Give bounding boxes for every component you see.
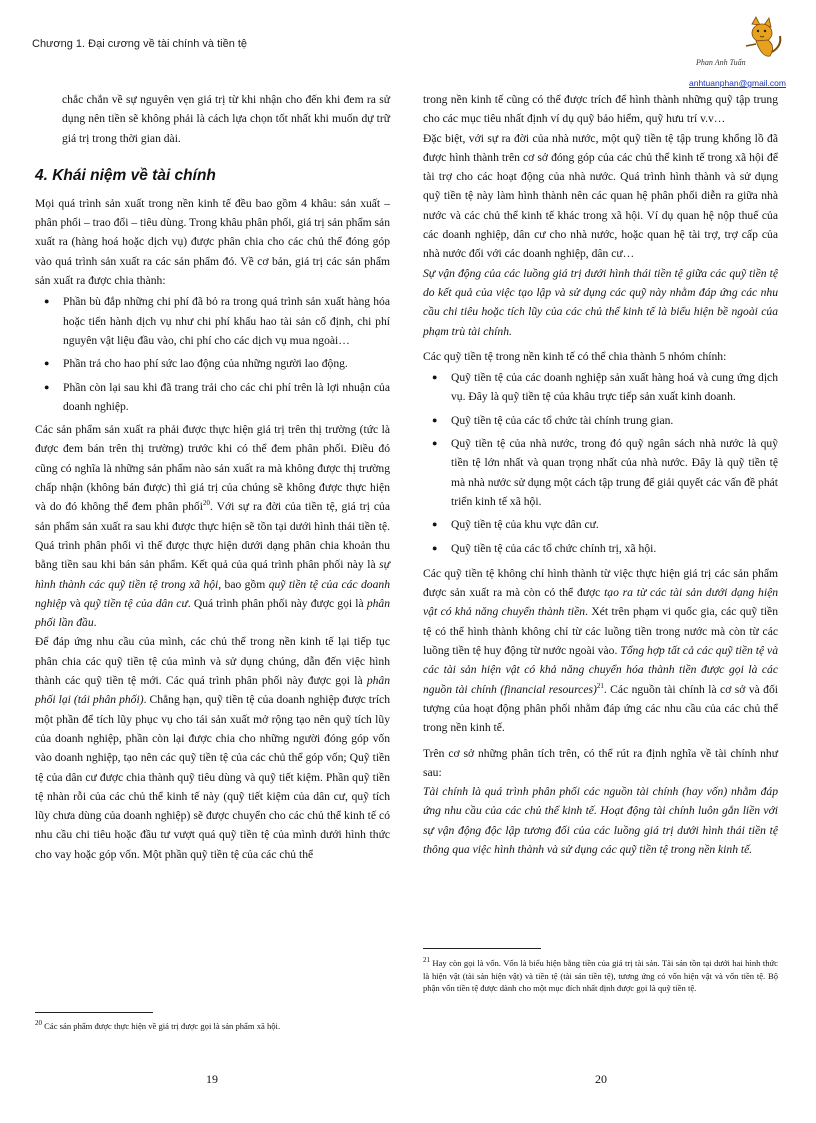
italic-paragraph: Sự vận động của các luồng giá trị dưới hình thái tiền tệ giữa các quỹ tiền tệ do kết quả của việc tạo lập và sử dụng các quỹ này nhằm đáp ứng các nhu cầu chi tiêu hoặc tích lũy của các chủ thể kinh tế là biểu hiện bề ngoài của phạm trù tài chính. <box>423 266 778 338</box>
footnote-divider <box>423 948 541 949</box>
list-item: ● Phần còn lại sau khi đã trang trải cho các chi phí trên là lợi nhuận của doanh nghiệp. <box>35 378 390 417</box>
list-item: ● Phần trả cho hao phí sức lao động của những người lao động. <box>35 354 390 373</box>
left-column <box>35 90 390 864</box>
footnote-number: 20 <box>35 1019 42 1028</box>
footnote-divider <box>35 1012 153 1013</box>
bullet-icon: ● <box>432 519 438 530</box>
definition-paragraph: Tài chính là quá trình phân phối các nguồn tài chính (hay vốn) nhằm đáp ứng nhu cầu của các chủ thể kinh tế. Hoạt động tài chính luôn gắn liền với sự vận động độc lập tương đối của các luồng giá trị dưới hình thái tiền tệ thông qua việc hình thành và sử dụng các quỹ tiền tệ trong nền kinh tế. <box>423 785 778 856</box>
list-item: ● Quỹ tiền tệ của các doanh nghiệp sản xuất hàng hoá và cung ứng dịch vụ. Đây là quỹ tiền tệ của khâu trực tiếp sản xuất kinh doanh. <box>423 368 778 407</box>
paragraph: Trên cơ sở những phân tích trên, có thể rút ra định nghĩa về tài chính như sau: <box>423 746 778 779</box>
paragraph: Các quỹ tiền tệ không chỉ hình thành từ việc thực hiện giá trị các sản phẩm được sản xuất ra mà còn có thể được tạo ra từ các tài sản dưới dạng hiện vật có khả năng chuyển thành tiền. Xét trên phạm vi quốc gia, các quỹ tiền tệ có thể hình thành không chỉ từ các luồng tiền trong nước mà còn từ các luồng tiền tệ huy động từ nước ngoài vào. Tổng hợp tất cả các quỹ tiền tệ và các tài sản hiện vật có khả năng chuyển hóa thành tiền được gọi là các nguồn tài chính (financial resources)$^{21}$. Các nguồn tài chính là cơ sở và đối tượng của hoạt động phân phối nhằm đáp ứng các nhu cầu của các chủ thể trong nền kinh tế. <box>423 566 779 735</box>
bullet-icon: ● <box>44 381 50 392</box>
cat-logo-icon <box>690 16 786 78</box>
paragraph: Đặc biệt, với sự ra đời của nhà nước, một quỹ tiền tệ tập trung khổng lồ đã được hình thành trên cơ sở đóng góp của các chủ thể kinh tế trong xã hội để tài trợ cho các hoạt động của nhà nước. Quá trình hình thành và sử dụng quỹ tiền tệ này làm hình thành nên các quan hệ phân phối diễn ra giữa nhà nước và các chủ thể kinh tế khác trong xã hội. Ví dụ quan hệ nộp thuế của các doanh nghiệp, dân cư cho nhà nước, hoặc quan hệ tài trợ, trợ cấp của nhà nước đối với các doanh nghiệp, dân cư… <box>423 131 778 261</box>
continued-paragraph: trong nền kinh tế cũng có thể được trích để hình thành những quỹ tập trung cho các mục tiêu nhất định ví dụ quỹ bảo hiểm, quỹ hưu trí v.v… <box>423 93 778 126</box>
list-item: ● Quỹ tiền tệ của nhà nước, trong đó quỹ ngân sách nhà nước là quỹ tiền tệ lớn nhất và quan trọng nhất của nhà nước. Đây là quỹ tiền tệ mà nhà nước sử dụng một cách tập trung để giải quyết các vấn đề phát triển kinh tế xã hội. <box>423 434 778 511</box>
bullet-list <box>423 368 778 558</box>
bullet-icon: ● <box>432 414 438 425</box>
bullet-icon: ● <box>432 438 438 449</box>
footnote-ref[interactable]: 21 <box>596 681 604 690</box>
footnote: $^{21}$ Hay còn gọi là vốn. Vốn là biểu hiện bằng tiền của giá trị tài sản. Tài sản tồn tại dưới hai hình thức là hiện vật (tài sản hiện vật) và tiền tệ (tài sản tiền tệ), tương ứng có vốn hiện vật và vốn tiền tệ. Bộ phận vốn tiền tệ được dành cho một mục đích nhất định được gọi là quỹ tiền tệ. <box>423 956 778 993</box>
continued-paragraph: chắc chắn về sự nguyên vẹn giá trị từ khi nhận cho đến khi đem ra sử dụng nên tiền sẽ không phải là cách lựa chọn tốt nhất khi muốn dự trữ giá trị trong thời gian dài. <box>62 93 390 145</box>
footnote-number: 21 <box>423 956 430 965</box>
author-brand <box>690 16 786 90</box>
bullet-icon: ● <box>432 542 438 553</box>
footnote-ref[interactable]: 20 <box>202 499 210 508</box>
paragraph: Các quỹ tiền tệ trong nền kinh tế có thể chia thành 5 nhóm chính: <box>423 349 727 363</box>
paragraph: Để đáp ứng nhu cầu của mình, các chủ thể trong nền kinh tế lại tiếp tục phân chia các quỹ tiền tệ của mình và sử dụng chúng, dẫn đến việc hình thành các quỹ tiền tệ mới. Các quá trình phân phối này được gọi là phân phối lại (tái phân phối). Chẳng hạn, quỹ tiền tệ của doanh nghiệp được trích một phần để tích lũy phục vụ cho tái sản xuất mở rộng tạo nên quỹ tích lũy của doanh nghiệp, phần còn lại được chia cho những người đóng góp vốn vào doanh nghiệp, tạo nên các quỹ tiền tệ của các chủ thể góp vốn; Quỹ tiền tệ của dân cư được chia thành quỹ tiêu dùng và quỹ tiết kiệm. Phần quỹ tiền tệ nhàn rỗi của các chủ thể kinh tế này (quỹ tiết kiệm của dân cư, quỹ tích lũy chưa dùng của doanh nghiệp) sẽ được chuyển cho các chủ thể kinh tế có nhu cầu chi tiêu hoặc đầu tư vượt quá quỹ tiền tệ của mình dưới hình thức cho vay hoặc góp vốn. Một phần quỹ tiền tệ của các chủ thể <box>35 635 390 861</box>
paragraph: Các sản phẩm sản xuất ra phải được thực hiện giá trị trên thị trường (tức là được đem bán trên thị trường) trước khi có thể đem phân phối. Điều đó cũng có nghĩa là những sản phẩm nào sản xuất ra mà không được thị trường chấp nhận (không bán được) thì giá trị của chúng sẽ không được thực hiện và do đó không thể đem phân phối$^{20}$. Với sự ra đời của tiền tệ, giá trị của sản phẩm sản xuất ra sau khi được thực hiện sẽ tồn tại dưới hình thái tiền tệ. Quá trình phân phối vì thế được thực hiện dưới dạng phân chia khoản thu bằng tiền sau khi bán sản phẩm. Kết quả của quá trình phân phối này là sự hình thành các quỹ tiền tệ trong xã hội, bao gồm quỹ tiền tệ của các doanh nghiệp và quỹ tiền tệ của dân cư. Quá trình phân phối này được gọi là phân phối lần đầu. <box>35 423 390 630</box>
chapter-header: Chương 1. Đại cương về tài chính và tiền tệ <box>32 38 248 50</box>
bullet-icon: ● <box>44 358 50 369</box>
bullet-icon: ● <box>44 296 50 307</box>
page-number: 19 <box>206 1072 218 1086</box>
list-item: ● Phần bù đắp những chi phí đã bỏ ra trong quá trình sản xuất hàng hóa hoặc tiến hành dịch vụ như chi phí khấu hao tài sản cố định, chi phí nguyên vật liệu đầu vào, chi phí cho các dịch vụ mua ngoài… <box>35 292 390 350</box>
bullet-icon: ● <box>432 372 438 383</box>
signature: Phan Anh Tuấn <box>696 58 746 67</box>
list-item: ● Quỹ tiền tệ của các tổ chức chính trị, xã hội. <box>423 539 778 558</box>
paragraph: Mọi quá trình sản xuất trong nền kinh tế đều bao gồm 4 khâu: sản xuất – phân phối – trao đổi – tiêu dùng. Trong khâu phân phối, giá trị sản phẩm sản xuất ra (hàng hoá hoặc dịch vụ) được phân chia cho các chủ thể đóng góp vào quá trình sản xuất ra các sản phẩm đó. Về cơ bản, giá trị các sản phẩm sản xuất ra được chia thành: <box>35 196 390 288</box>
right-column <box>423 90 778 859</box>
email-link[interactable]: anhtuanphan@gmail.com <box>689 78 786 88</box>
list-item: ● Quỹ tiền tệ của các tổ chức tài chính trung gian. <box>423 411 778 430</box>
page-number: 20 <box>595 1072 607 1086</box>
list-item: ● Quỹ tiền tệ của khu vực dân cư. <box>423 515 778 534</box>
bullet-list <box>35 292 390 416</box>
section-heading: 4. Khái niệm về tài chính <box>35 166 216 184</box>
footnote: $^{20}$ Các sản phẩm được thực hiện về giá trị được gọi là sản phẩm xã hội. <box>35 1019 281 1031</box>
